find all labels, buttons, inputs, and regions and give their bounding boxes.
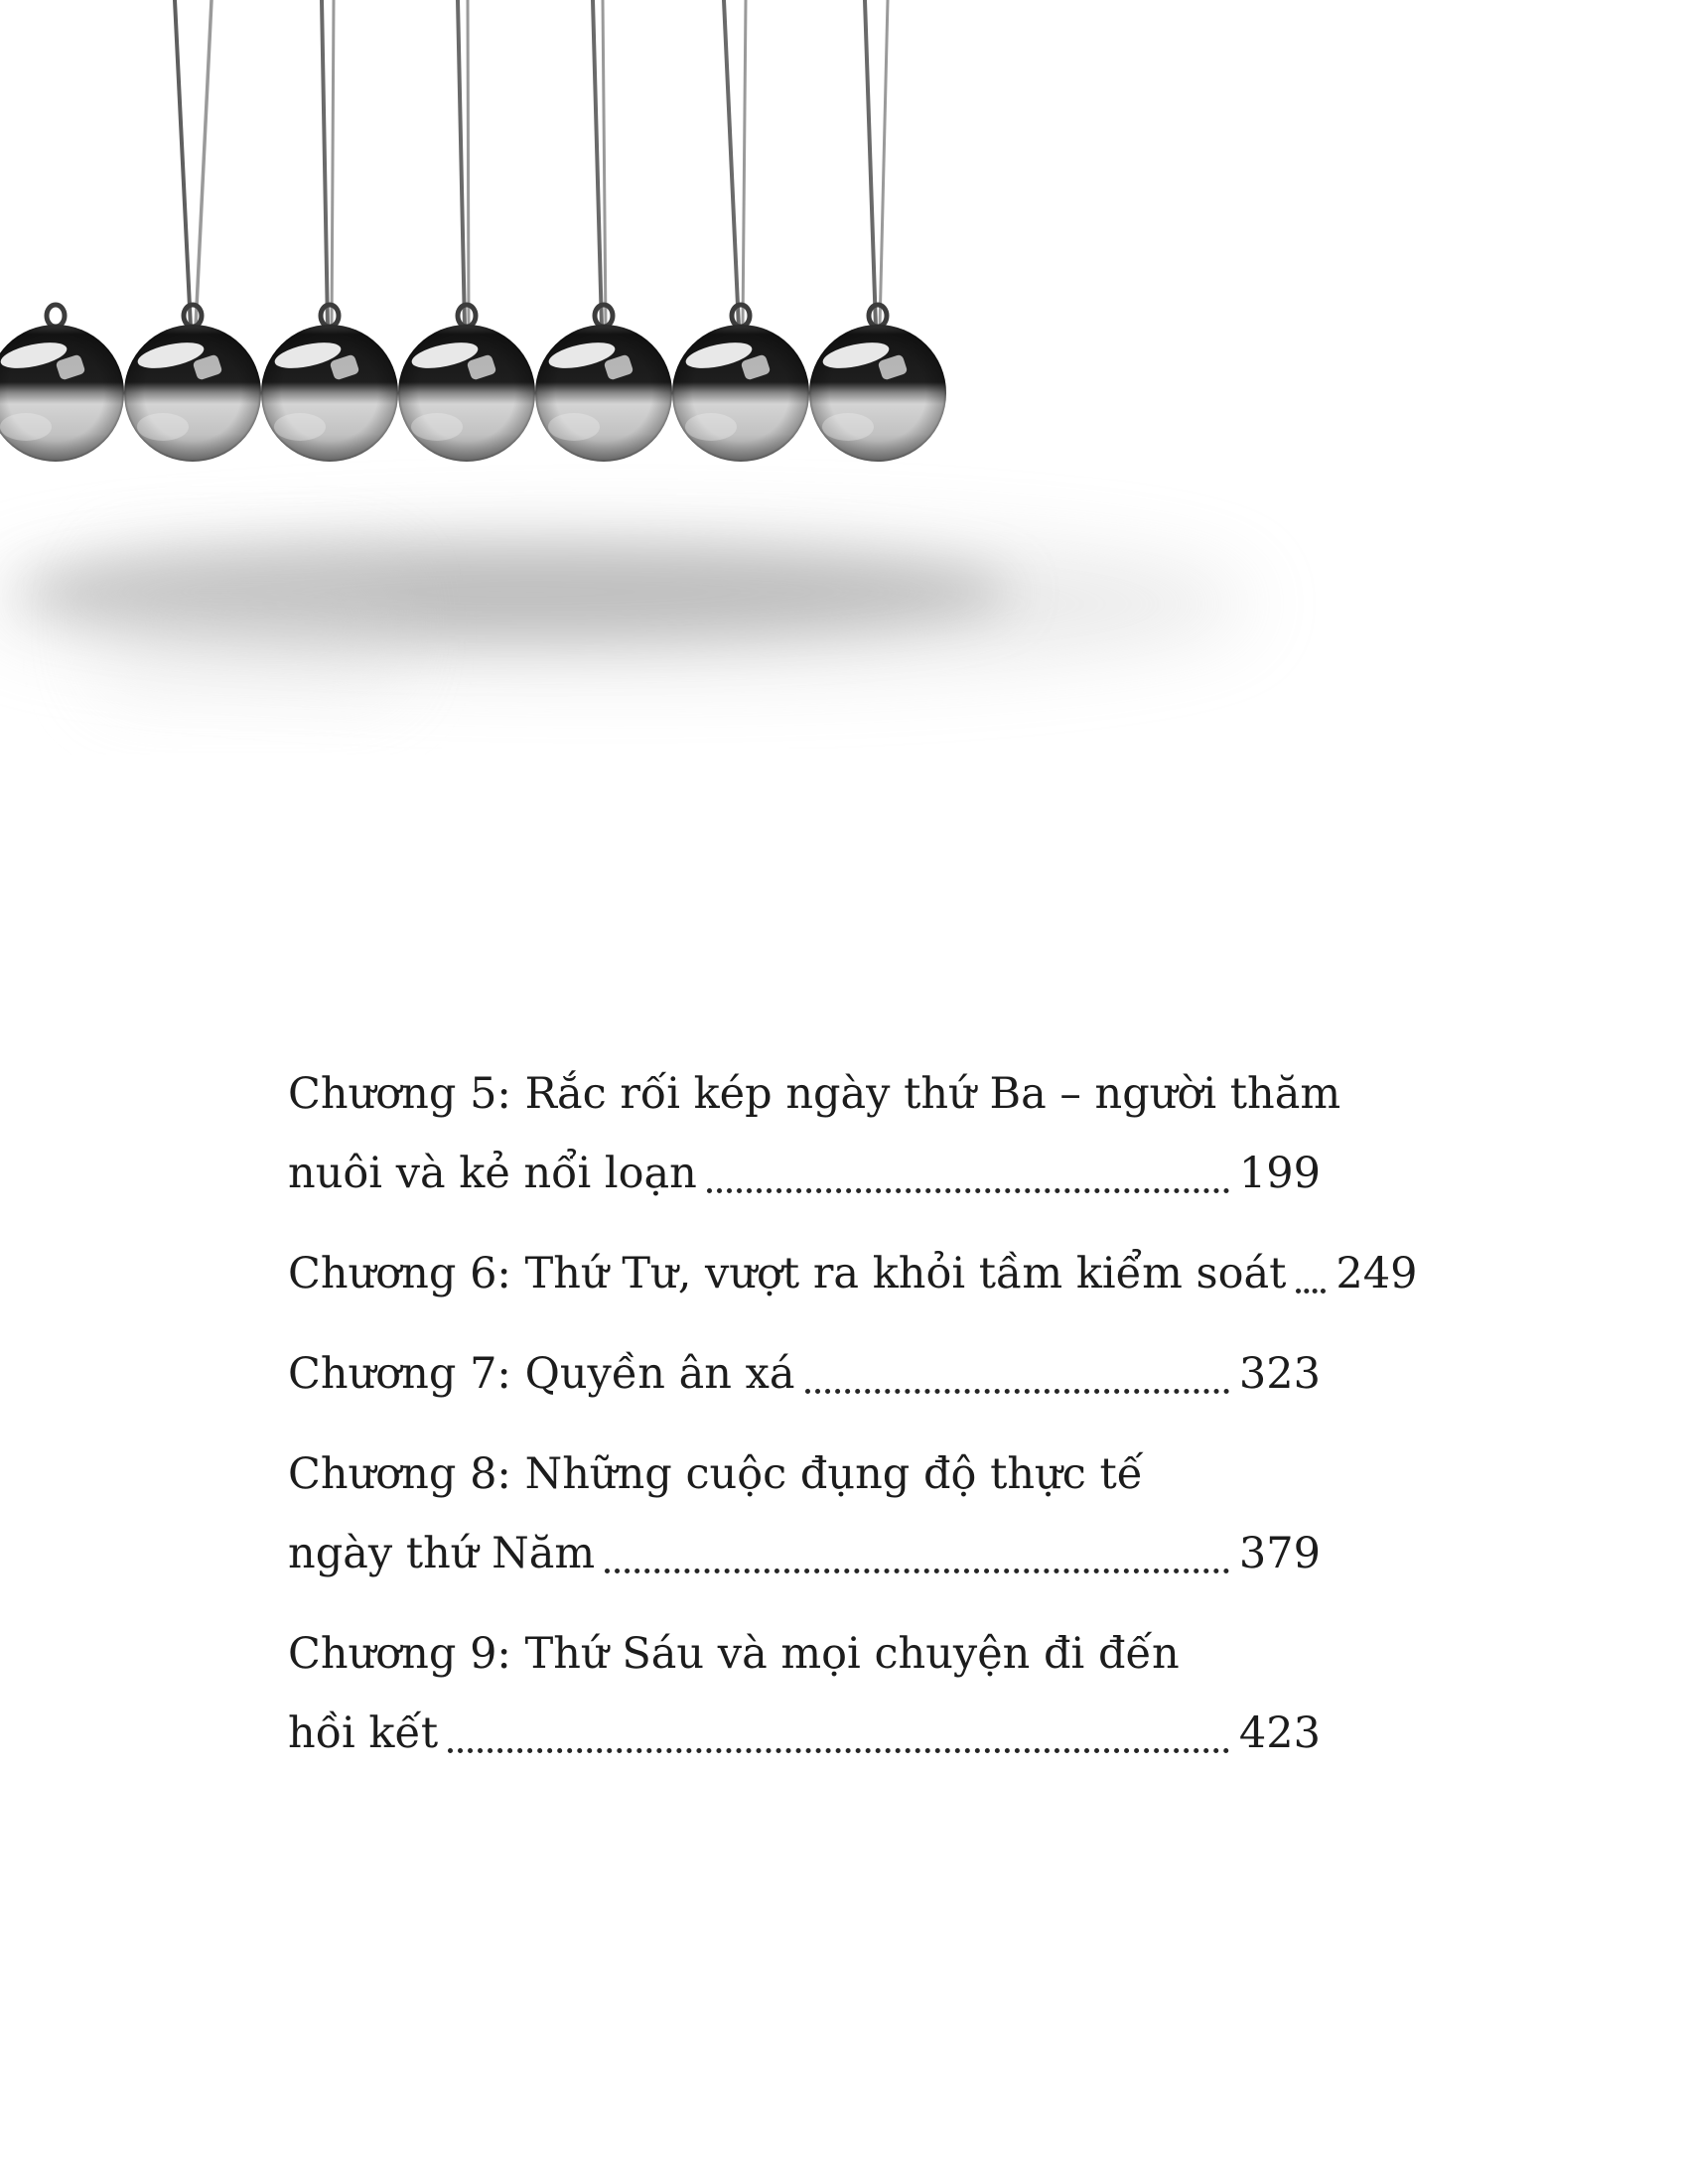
cradle-strings	[175, 0, 888, 328]
page-number: 423	[1238, 1708, 1321, 1758]
toc-entry-continuation: ngày thứ Năm	[288, 1529, 596, 1578]
cradle-ball-partial	[0, 305, 124, 462]
dot-leader	[805, 1389, 1229, 1394]
page-number: 199	[1238, 1149, 1321, 1198]
cradle-ball-3	[398, 305, 535, 462]
toc-entry-chapter-5	[288, 1054, 1341, 1213]
dot-leader	[707, 1188, 1229, 1193]
toc-entry-text: Chương 5: Rắc rối kép ngày thứ Ba – người thăm	[288, 1069, 1341, 1119]
cradle-ball-2	[261, 305, 398, 462]
toc-entry-chapter-6	[288, 1234, 1418, 1313]
toc-entry-chapter-7	[288, 1334, 1321, 1414]
toc-entry-text: Chương 8: Những cuộc đụng độ thực tế	[288, 1449, 1144, 1499]
toc-entry-text: Chương 9: Thứ Sáu và mọi chuyện đi đến	[288, 1629, 1180, 1679]
cradle-ball-1	[124, 305, 261, 462]
toc-entry-text: Chương 7: Quyền ân xá	[288, 1349, 795, 1399]
dot-leader	[605, 1569, 1229, 1573]
toc-entry-chapter-8	[288, 1434, 1321, 1593]
cradle-balls	[0, 305, 946, 462]
cradle-ball-6	[809, 305, 946, 462]
toc-entry-continuation: hồi kết	[288, 1708, 439, 1758]
newtons-cradle-svg	[0, 0, 1688, 754]
newtons-cradle-illustration	[0, 0, 1688, 754]
toc-entry-continuation: nuôi và kẻ nổi loạn	[288, 1149, 697, 1198]
page-number: 379	[1238, 1529, 1321, 1578]
toc-entry-chapter-9	[288, 1614, 1321, 1773]
page-number: 249	[1336, 1249, 1418, 1298]
dot-leader	[448, 1748, 1229, 1753]
page-number: 323	[1238, 1349, 1321, 1399]
cradle-ball-4	[535, 305, 672, 462]
dot-leader	[1296, 1289, 1326, 1294]
cradle-ball-5	[672, 305, 809, 462]
floor-shadow	[0, 538, 1251, 695]
table-of-contents	[288, 1054, 1418, 1794]
toc-entry-text: Chương 6: Thứ Tư, vượt ra khỏi tầm kiểm soát	[288, 1249, 1287, 1298]
